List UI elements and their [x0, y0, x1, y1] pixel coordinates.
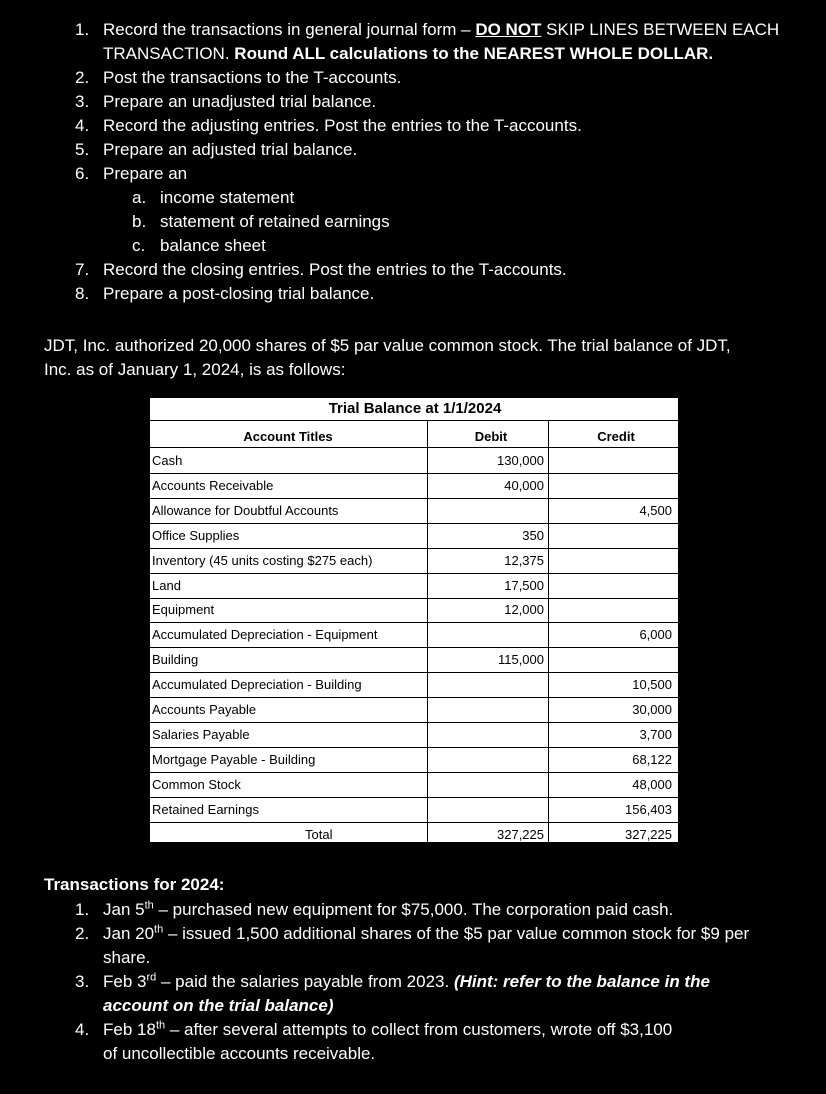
transaction-item: 4. Feb 18th – after several attempts to collect from customers, wrote off $3,100: [75, 1019, 673, 1039]
trial-balance-table: [149, 397, 679, 843]
table-row: [150, 549, 678, 574]
debit-value: 12,375: [504, 552, 544, 568]
table-row: [150, 623, 678, 648]
total-label: Total: [305, 826, 333, 842]
table-row: [150, 574, 678, 599]
credit-value: 48,000: [632, 776, 672, 792]
account-title: Equipment: [152, 602, 215, 618]
column-header-account: Account Titles: [243, 429, 333, 444]
transaction-item: 3. Feb 3rd – paid the salaries payable from 2023. (Hint: refer to the balance in the: [75, 971, 710, 991]
account-title: Accumulated Depreciation - Equipment: [152, 627, 378, 643]
transaction-item: 2. Jan 20th – issued 1,500 additional shares of the $5 par value common stock for $9 per: [75, 923, 750, 943]
total-debit: 327,225: [497, 826, 544, 842]
sub-item: b. statement of retained earnings: [132, 212, 390, 231]
table-row: [150, 798, 678, 823]
sub-item: c. balance sheet: [132, 236, 266, 255]
account-title: Common Stock: [152, 776, 241, 792]
account-title: Salaries Payable: [152, 726, 250, 742]
account-title: Allowance for Doubtful Accounts: [152, 502, 339, 518]
sub-item: a. income statement: [132, 188, 295, 207]
table-row: [150, 748, 678, 773]
intro-paragraph: JDT, Inc. authorized 20,000 shares of $5 par value common stock. The trial balance of JDT, Inc. as of January 1, 2024, is as follows:: [44, 336, 731, 379]
debit-value: 40,000: [504, 477, 544, 493]
table-row: [150, 499, 678, 524]
debit-value: 130,000: [497, 453, 544, 468]
table-row: [150, 474, 678, 499]
account-title: Retained Earnings: [152, 801, 259, 817]
transaction-item: 1. Jan 5th – purchased new equipment for $75,000. The corporation paid cash.: [75, 899, 674, 919]
instruction-list: [75, 18, 815, 306]
table-title: Trial Balance at 1/1/2024: [328, 400, 502, 417]
instruction-item: 3. Prepare an unadjusted trial balance.: [75, 92, 377, 111]
instruction-item: 6. Prepare an: [75, 164, 188, 183]
table-row: [150, 673, 678, 698]
table-row: [150, 598, 678, 623]
debit-value: 12,000: [504, 602, 544, 618]
instruction-item: 5. Prepare an adjusted trial balance.: [75, 140, 358, 159]
account-title: Office Supplies: [152, 527, 240, 543]
table-row: [150, 698, 678, 723]
column-header-credit: Credit: [597, 429, 635, 444]
instruction-item: 1. Record the transactions in general journal form – DO NOT SKIP LINES BETWEEN EACH: [75, 20, 780, 39]
total-row: [150, 823, 678, 848]
table-row: [150, 723, 678, 748]
instruction-item: 4. Record the adjusting entries. Post the entries to the T-accounts.: [75, 116, 582, 135]
debit-value: 350: [522, 527, 544, 543]
transaction-list: 1. Jan 5th – purchased new equipment for $75,000. The corporation paid cash. 2. Jan 20th – issued 1,500 additional shares of the $5 par value common stock for $9 per share. 3. Feb 3rd – paid the salaries payable from 2023. (Hint: refer to the balance in the account on the trial balance) 4. Feb 18th – after several attempts to collect from customers, wrote off $3,100 of uncollectible accounts receivable.: [75, 898, 815, 1066]
instruction-item: 8. Prepare a post-closing trial balance.: [75, 284, 375, 303]
account-title: Inventory (45 units costing $275 each): [152, 552, 373, 568]
credit-value: 30,000: [632, 702, 672, 717]
total-credit: 327,225: [625, 826, 672, 842]
account-title: Accumulated Depreciation - Building: [152, 677, 362, 693]
account-title: Mortgage Payable - Building: [152, 751, 316, 767]
table-row: [150, 773, 678, 798]
account-title: Accounts Payable: [152, 702, 257, 717]
transactions-heading: Transactions for 2024:: [44, 875, 225, 894]
credit-value: 156,403: [625, 801, 672, 817]
credit-value: 3,700: [639, 726, 672, 742]
account-title: Land: [152, 577, 181, 593]
credit-value: 10,500: [632, 677, 672, 693]
table-row: [150, 524, 678, 549]
instruction-item: 2. Post the transactions to the T-accounts.: [75, 68, 402, 87]
credit-value: 6,000: [639, 627, 672, 643]
column-header-debit: Debit: [474, 429, 508, 444]
instruction-item: 7. Record the closing entries. Post the entries to the T-accounts.: [75, 260, 567, 279]
debit-value: 115,000: [497, 652, 544, 668]
account-title: Cash: [152, 453, 183, 468]
debit-value: 17,500: [504, 577, 544, 593]
table-row: [150, 449, 678, 474]
account-title: Building: [152, 652, 199, 668]
credit-value: 68,122: [632, 751, 672, 767]
credit-value: 4,500: [639, 502, 672, 518]
instruction-item-continued: TRANSACTION. Round ALL calculations to the NEAREST WHOLE DOLLAR.: [103, 44, 714, 63]
account-title: Accounts Receivable: [152, 477, 274, 493]
table-row: [150, 648, 678, 673]
